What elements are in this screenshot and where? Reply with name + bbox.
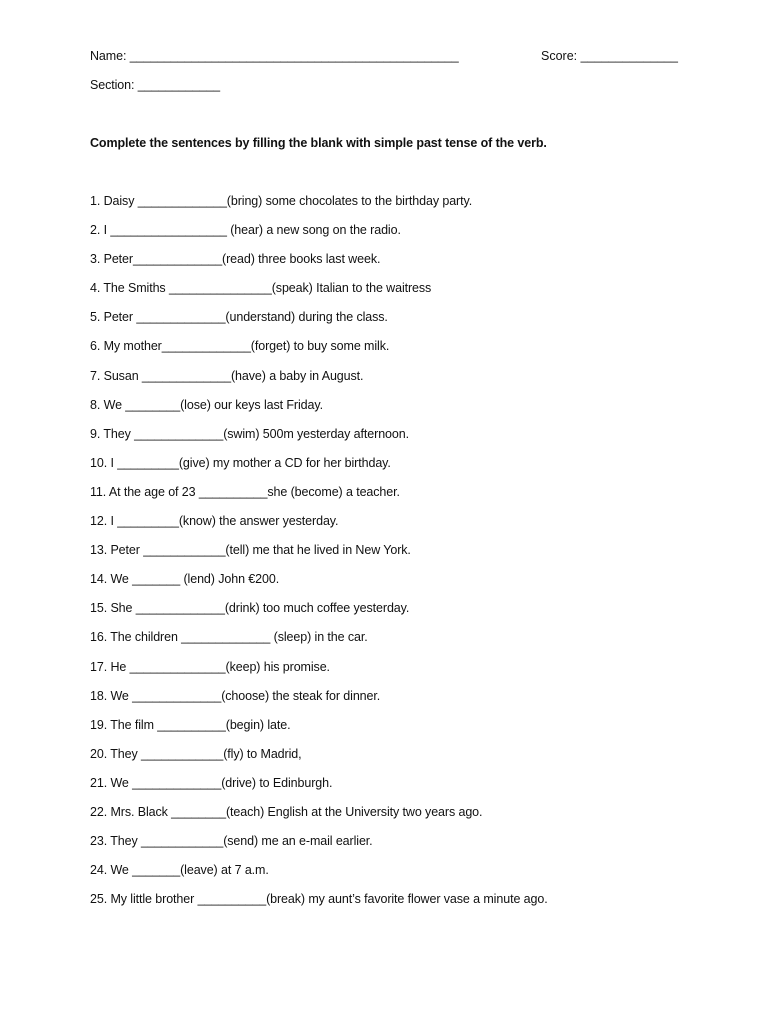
exercise-item: 14. We _______ (lend) John €200. (90, 572, 280, 587)
exercise-item: 13. Peter ____________(tell) me that he lived in New York. (90, 543, 411, 558)
exercise-item: 22. Mrs. Black ________(teach) English at the University two years ago. (90, 804, 483, 819)
exercise-item: 25. My little brother __________(break) my aunt’s favorite flower vase a minute ago. (90, 892, 548, 907)
exercise-item: 17. He ______________(keep) his promise. (90, 659, 330, 674)
exercise-item: 11. At the age of 23 __________she (become) a teacher. (90, 484, 400, 499)
exercise-item: 5. Peter _____________(understand) during the class. (90, 310, 388, 325)
exercise-item: 19. The film __________(begin) late. (90, 717, 291, 732)
exercise-item: 9. They _____________(swim) 500m yesterday afternoon. (90, 426, 409, 441)
exercise-item: 16. The children _____________ (sleep) in the car. (90, 630, 368, 645)
exercise-item: 4. The Smiths _______________(speak) Italian to the waitress (90, 281, 432, 296)
exercise-item: 3. Peter_____________(read) three books last week. (90, 252, 381, 267)
exercise-item: 23. They ____________(send) me an e-mail earlier. (90, 834, 373, 849)
score-field: Score: ______________ (541, 49, 678, 63)
exercise-list (90, 193, 548, 920)
exercise-item: 12. I _________(know) the answer yesterday. (90, 514, 339, 529)
section-field: Section: ____________ (90, 78, 220, 92)
exercise-item: 20. They ____________(fly) to Madrid, (90, 746, 302, 761)
exercise-item: 6. My mother_____________(forget) to buy some milk. (90, 339, 390, 354)
exercise-item: 10. I _________(give) my mother a CD for her birthday. (90, 455, 391, 470)
name-field: Name: ________________________________________________ (90, 49, 459, 63)
exercise-item: 8. We ________(lose) our keys last Friday. (90, 397, 323, 412)
exercise-item: 21. We _____________(drive) to Edinburgh. (90, 775, 333, 790)
exercise-item: 7. Susan _____________(have) a baby in August. (90, 368, 364, 383)
exercise-item: 18. We _____________(choose) the steak for dinner. (90, 688, 381, 703)
exercise-item: 2. I _________________ (hear) a new song on the radio. (90, 223, 401, 238)
exercise-item: 1. Daisy _____________(bring) some chocolates to the birthday party. (90, 194, 473, 208)
exercise-item: 24. We _______(leave) at 7 a.m. (90, 863, 269, 878)
exercise-item: 15. She _____________(drink) too much coffee yesterday. (90, 601, 410, 616)
instructions: Complete the sentences by filling the blank with simple past tense of the verb. (90, 136, 547, 150)
